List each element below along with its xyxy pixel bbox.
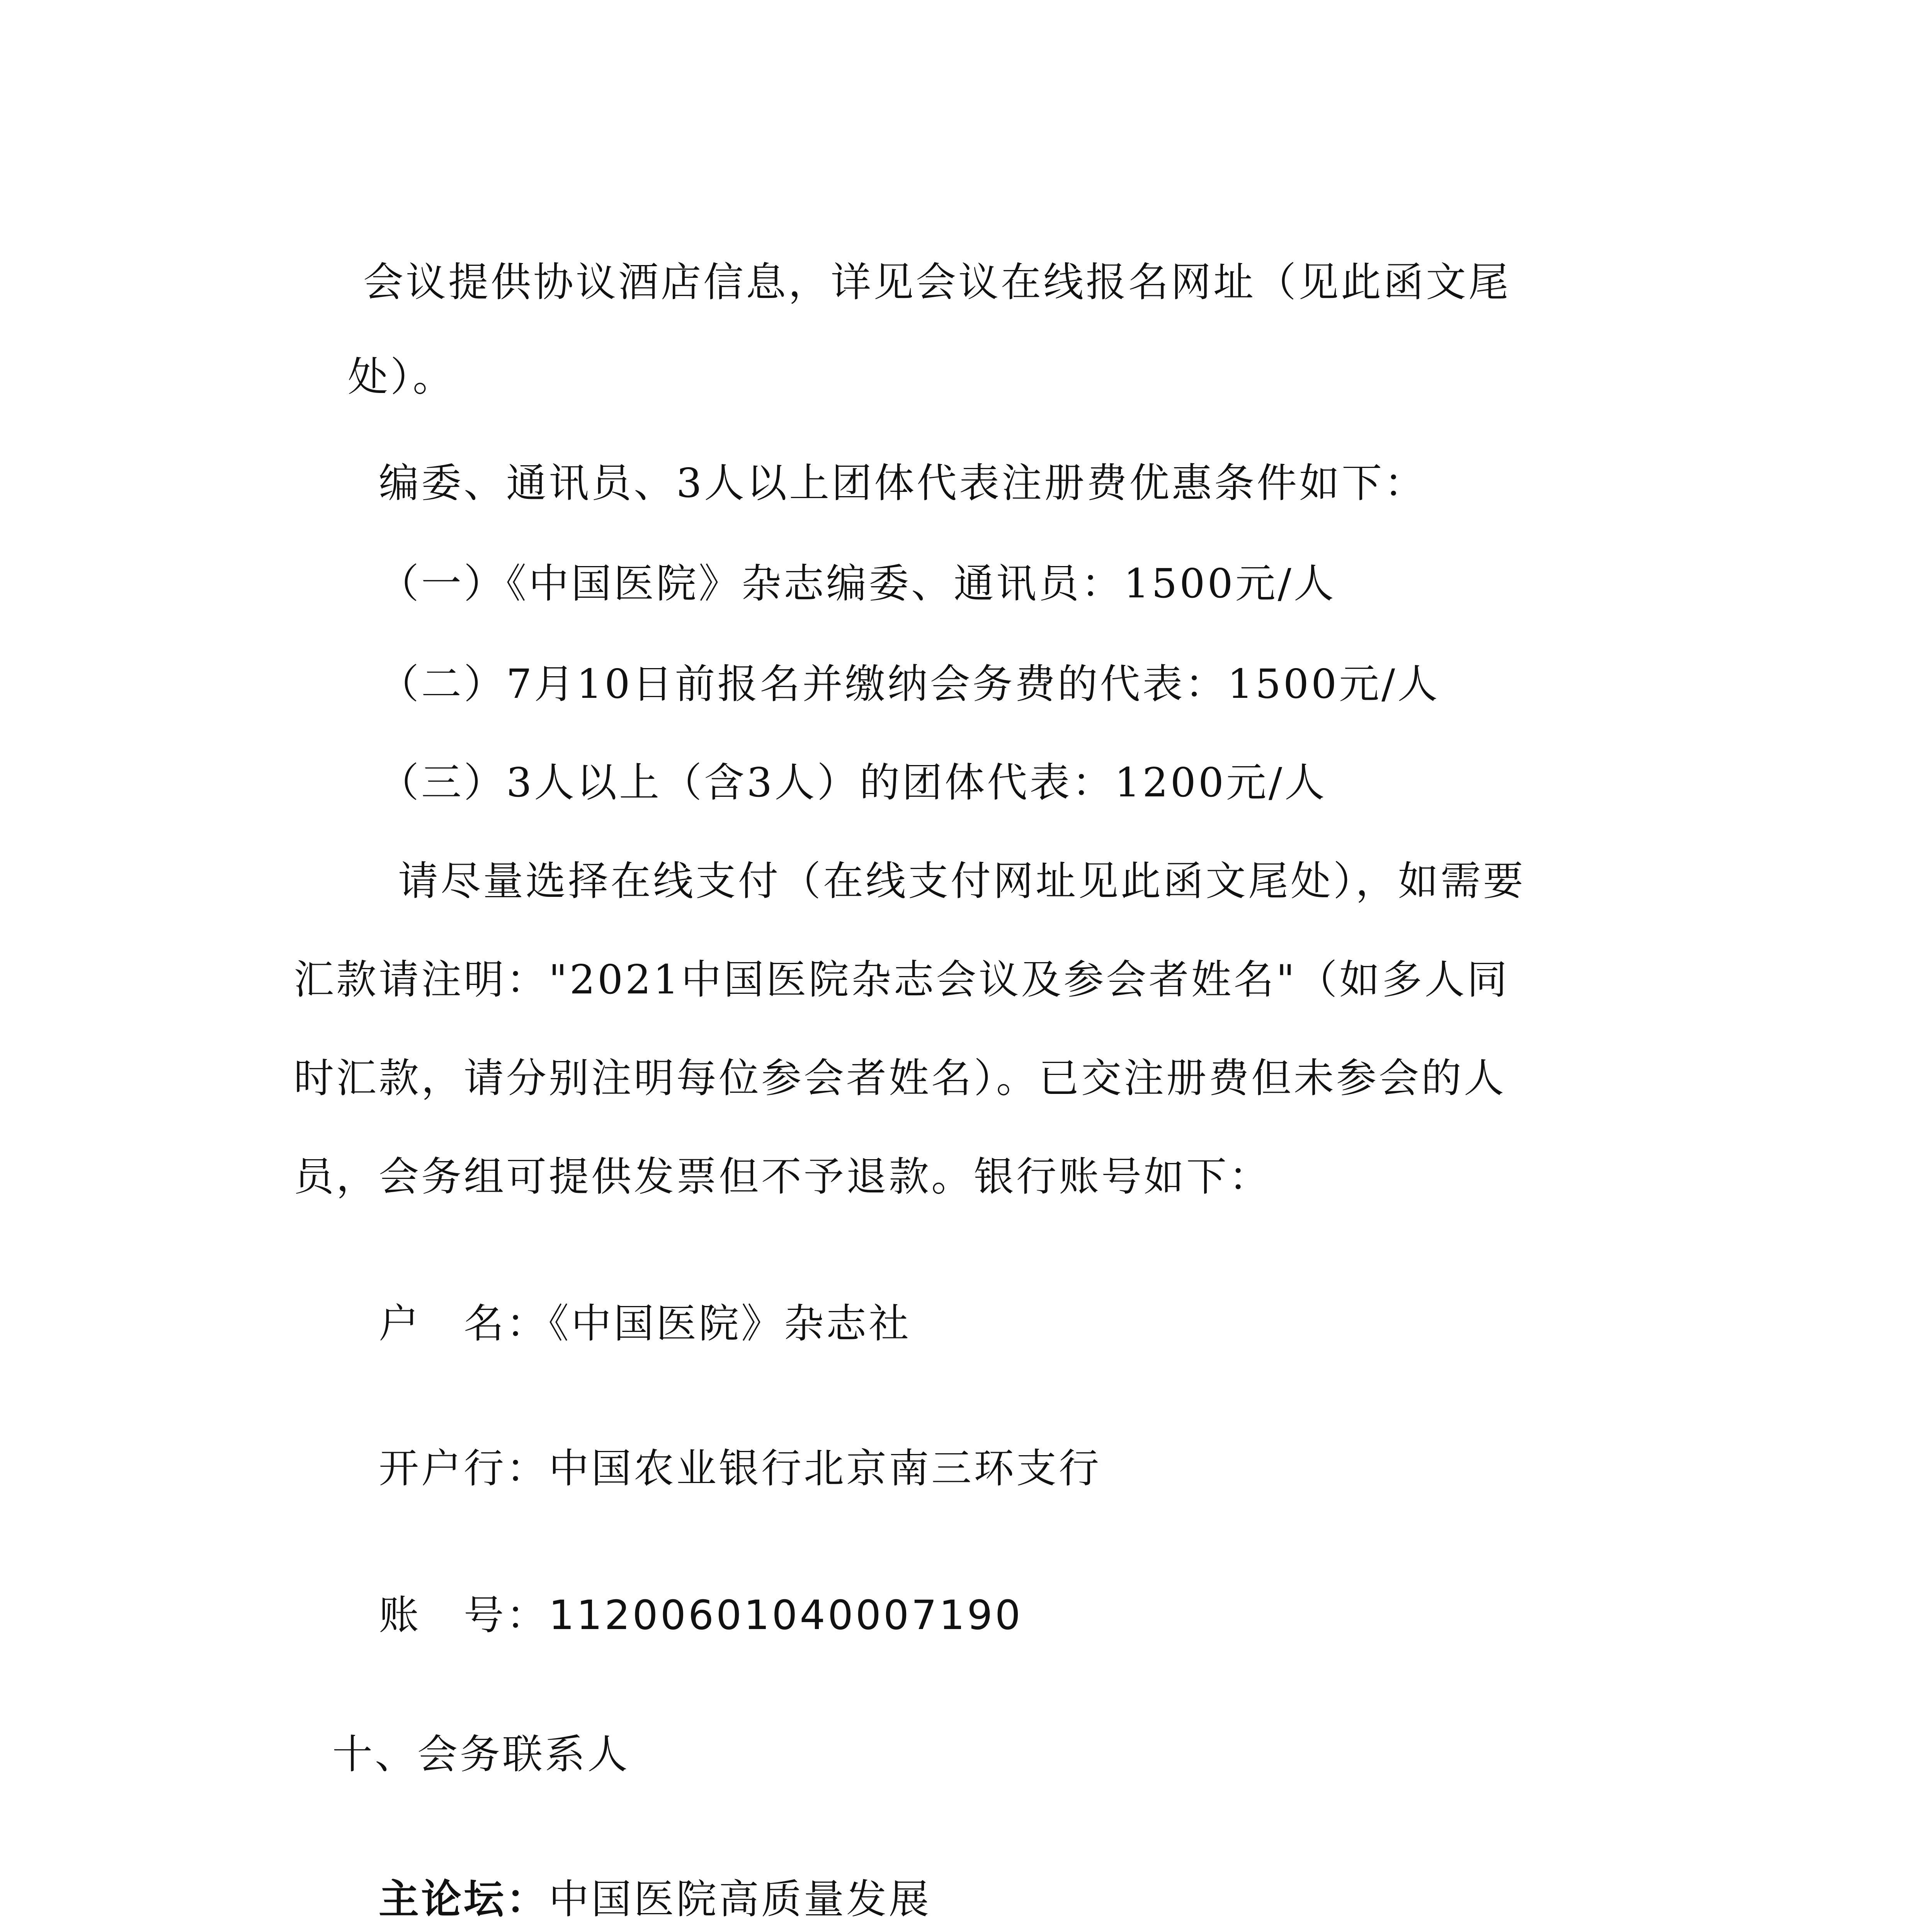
bank-name-row: [379, 1300, 911, 1347]
bank-branch-label: 开户行：: [379, 1445, 549, 1492]
hotel-info-line-1: 会议提供协议酒店信息，详见会议在线报名网址（见此函文尾: [363, 259, 1511, 306]
payment-line-4: 员，会务组可提供发票但不予退款。银行账号如下：: [294, 1153, 1272, 1200]
bank-account-value: 11200601040007190: [549, 1592, 1023, 1639]
bank-name-value: 《中国医院》杂志社: [549, 1300, 912, 1347]
payment-line-1: 请尽量选择在线支付（在线支付网址见此函文尾处），如需要: [398, 857, 1526, 905]
hotel-info-line-2: 处）。: [348, 353, 456, 400]
section-title-contacts: 十、会务联系人: [332, 1731, 630, 1778]
main-forum-title: 中国医院高质量发展: [549, 1876, 932, 1923]
bank-branch-row: [379, 1445, 1101, 1492]
bank-branch-value: 中国农业银行北京南三环支行: [549, 1445, 1102, 1492]
payment-line-3: 时汇款，请分别注明每位参会者姓名）。已交注册费但未参会的人: [294, 1054, 1507, 1102]
discount-item-1: （一）《中国医院》杂志编委、通讯员：1500元/人: [379, 560, 1336, 607]
bank-name-label: 户 名：: [379, 1300, 549, 1347]
bank-account-row: [379, 1592, 1023, 1638]
discount-item-2: （二）7月10日前报名并缴纳会务费的代表：1500元/人: [379, 660, 1440, 707]
bank-account-label: 账 号：: [379, 1592, 549, 1639]
discount-item-3: （三）3人以上（含3人）的团体代表：1200元/人: [379, 759, 1327, 806]
main-forum-row: [379, 1876, 931, 1922]
discount-intro: 编委、通讯员、3人以上团体代表注册费优惠条件如下：: [379, 459, 1427, 507]
payment-line-2: 汇款请注明："2021中国医院杂志会议及参会者姓名"（如多人同: [294, 956, 1510, 1003]
main-forum-label: 主论坛：: [379, 1876, 549, 1923]
